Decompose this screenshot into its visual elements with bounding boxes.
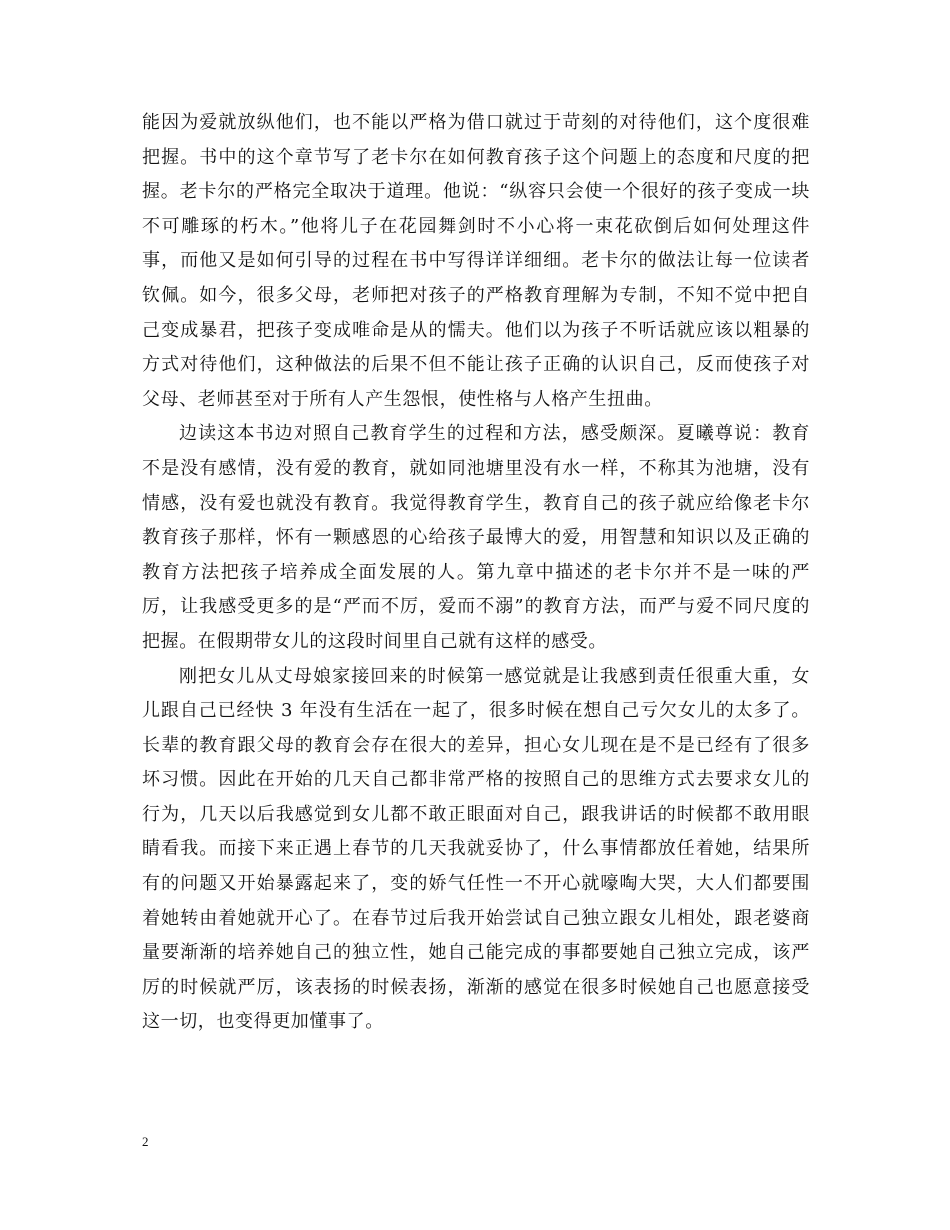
page-number: 2 [142,1134,149,1149]
paragraph-2: 边读这本书边对照自己教育学生的过程和方法，感受颇深。夏曦尊说：教育不是没有感情，没有爱的教育，就如同池塘里没有水一样，不称其为池塘，没有情感，没有爱也就没有教育。我觉得教育学生，教育自己的孩子就应给像老卡尔教育孩子那样，怀有一颗感恩的心给孩子最博大的爱，用智慧和知识以及正确的教育方法把孩子培养成全面发展的人。第九章中描述的老卡尔并不是一味的严厉，让我感受更多的是“严而不厉，爱而不溺”的教育方法，而严与爱不同尺度的把握。在假期带女儿的这段时间里自己就有这样的感受。 [142,423,810,652]
body-text [142,106,810,1040]
paragraph-3: 刚把女儿从丈母娘家接回来的时候第一感觉就是让我感到责任很重大重，女儿跟自己已经快 3 年没有生活在一起了，很多时候在想自己亏欠女儿的太多了。长辈的教育跟父母的教育会存在很大的差异，担心女儿现在是不是已经有了很多坏习惯。因此在开始的几天自己都非常严格的按照自己的思维方式去要求女儿的行为，几天以后我感觉到女儿都不敢正眼面对自己，跟我讲话的时候都不敢用眼睛看我。而接下来正遇上春节的几天我就妥协了，什么事情都放任着她，结果所有的问题又开始暴露起来了，变的娇气任性一不开心就嚎啕大哭，大人们都要围着她转由着她就开心了。在春节过后我开始尝试自己独立跟女儿相处，跟老婆商量要渐渐的培养她自己的独立性，她自己能完成的事都要她自己独立完成，该严厉的时候就严厉，该表扬的时候表扬，渐渐的感觉在很多时候她自己也愿意接受这一切，也变得更加懂事了。 [142,665,810,1033]
paragraph-1: 能因为爱就放纵他们，也不能以严格为借口就过于苛刻的对待他们，这个度很难把握。书中的这个章节写了老卡尔在如何教育孩子这个问题上的态度和尺度的把握。老卡尔的严格完全取决于道理。他说：“纵容只会使一个很好的孩子变成一块不可雕琢的朽木。”他将儿子在花园舞剑时不小心将一束花砍倒后如何处理这件事，而他又是如何引导的过程在书中写得详详细细。老卡尔的做法让每一位读者钦佩。如今，很多父母，老师把对孩子的严格教育理解为专制，不知不觉中把自己变成暴君，把孩子变成唯命是从的懦夫。他们以为孩子不听话就应该以粗暴的方式对待他们，这种做法的后果不但不能让孩子正确的认识自己，反而使孩子对父母、老师甚至对于所有人产生怨恨，使性格与人格产生扭曲。 [142,112,810,410]
